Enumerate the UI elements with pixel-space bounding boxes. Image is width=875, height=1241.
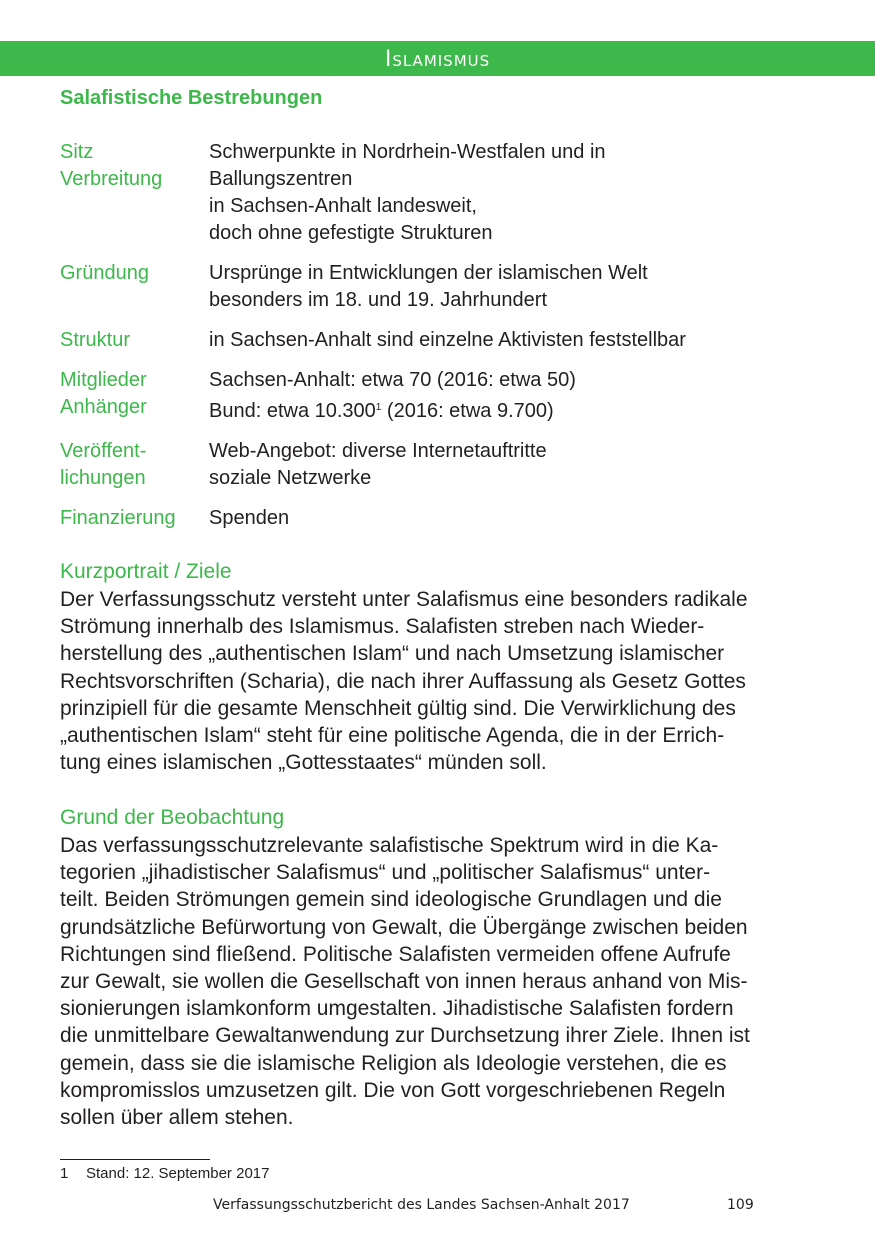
fact-value	[209, 260, 820, 314]
fact-value-line: Ursprünge in Entwicklungen der islamischen Welt	[209, 262, 648, 284]
paragraph-line: herstellung des „authentischen Islam“ und nach Umsetzung islamischer	[60, 642, 725, 666]
footnote-text: Stand: 12. September 2017	[86, 1165, 270, 1182]
paragraph-line: kompromisslos umzusetzen gilt. Die von Gott vorgeschriebenen Regeln	[60, 1078, 726, 1102]
paragraph-line: Der Verfassungsschutz versteht unter Salafismus eine besonders radikale	[60, 588, 748, 611]
footnote-number: 1	[60, 1165, 69, 1182]
chapter-banner: Islamismus	[0, 41, 875, 76]
fact-label	[60, 505, 209, 532]
fact-row-sitz	[60, 139, 820, 247]
fact-value-line: Web-Angebot: diverse Internetauftritte	[209, 440, 547, 462]
paragraph-line: Das verfassungsschutzrelevante salafistische Spektrum wird in die Ka-	[60, 834, 719, 857]
fact-value	[209, 438, 820, 492]
bund-previous-text: (2016: etwa 9.700)	[381, 400, 554, 422]
fact-value	[209, 327, 820, 354]
section-title: Salafistische Bestrebungen	[60, 87, 323, 109]
footnote-divider	[60, 1159, 210, 1160]
fact-row-gruendung	[60, 260, 820, 314]
fact-label	[60, 260, 209, 314]
footnote	[60, 1164, 269, 1184]
kurzportrait-paragraph	[60, 586, 820, 776]
paragraph-line: tung eines islamischen „Gottesstaates“ münden soll.	[60, 751, 547, 775]
paragraph-line: die unmittelbare Gewaltanwendung zur Durchsetzung ihrer Ziele. Ihnen ist	[60, 1024, 750, 1048]
paragraph-line: sollen über allem stehen.	[60, 1106, 294, 1130]
footer-publication: Verfassungsschutzbericht des Landes Sachsen-Anhalt 2017	[213, 1197, 630, 1213]
footnote-reference: 1	[375, 402, 382, 413]
page-number: 109	[727, 1197, 754, 1213]
grund-paragraph	[60, 832, 820, 1131]
paragraph-line: Strömung innerhalb des Islamismus. Salafisten streben nach Wieder-	[60, 615, 705, 639]
fact-value	[209, 367, 820, 425]
paragraph-line: Richtungen sind fließend. Politische Salafisten vermeiden offene Aufrufe	[60, 942, 731, 966]
fact-label	[60, 367, 209, 425]
fact-label-line: Gründung	[60, 262, 149, 284]
paragraph-line: Rechtsvorschriften (Scharia), die nach ihrer Auffassung als Gesetz Gottes	[60, 669, 746, 693]
bund-count-text: Bund: etwa 10.300	[209, 400, 376, 422]
fact-value-line: Sachsen-Anhalt: etwa 70 (2016: etwa 50)	[209, 369, 576, 391]
fact-label	[60, 327, 209, 354]
paragraph-line: „authentischen Islam“ steht für eine politische Agenda, die in der Errich-	[60, 724, 725, 748]
fact-value-line: doch ohne gefestigte Strukturen	[209, 222, 493, 244]
fact-value-line: Spenden	[209, 507, 290, 529]
paragraph-line: sionierungen islamkonform umgestalten. Jihadistische Salafisten fordern	[60, 997, 734, 1021]
fact-value-line: Schwerpunkte in Nordrhein-Westfalen und in	[209, 141, 606, 163]
fact-row-struktur	[60, 327, 820, 354]
fact-value-line-bund	[209, 394, 820, 425]
fact-value	[209, 505, 820, 532]
paragraph-line: grundsätzliche Befürwortung von Gewalt, die Übergänge zwischen beiden	[60, 915, 748, 939]
fact-value-line: in Sachsen-Anhalt landesweit,	[209, 195, 477, 217]
fact-label-line: Veröffent-	[60, 440, 147, 462]
paragraph-line: gemein, dass sie die islamische Religion als Ideologie verstehen, die es	[60, 1051, 727, 1075]
fact-row-veroeffentlichungen	[60, 438, 820, 492]
fact-value-line: in Sachsen-Anhalt sind einzelne Aktivisten feststellbar	[209, 329, 686, 351]
fact-label	[60, 139, 209, 247]
fact-label	[60, 438, 209, 492]
fact-label-line: Verbreitung	[60, 168, 163, 190]
fact-label-line: lichungen	[60, 467, 146, 489]
fact-label-line: Mitglieder	[60, 369, 147, 391]
fact-value	[209, 139, 820, 247]
fact-row-mitglieder	[60, 367, 820, 425]
fact-row-finanzierung	[60, 505, 820, 532]
kurzportrait-heading: Kurzportrait / Ziele	[60, 560, 232, 583]
paragraph-line: teilt. Beiden Strömungen gemein sind ideologische Grundlagen und die	[60, 888, 722, 912]
fact-value-line: soziale Netzwerke	[209, 467, 372, 489]
fact-label-line: Sitz	[60, 141, 94, 163]
paragraph-line: tegorien „jihadistischer Salafismus“ und „politischer Salafismus“ unter-	[60, 861, 711, 885]
fact-label-line: Struktur	[60, 329, 131, 351]
fact-value-line: Ballungszentren	[209, 168, 353, 190]
grund-heading: Grund der Beobachtung	[60, 806, 285, 829]
paragraph-line: prinzipiell für die gesamte Menschheit gültig sind. Die Verwirklichung des	[60, 696, 736, 720]
fact-label-line: Anhänger	[60, 396, 147, 418]
paragraph-line: zur Gewalt, sie wollen die Gesellschaft von innen heraus anhand von Mis-	[60, 970, 748, 994]
fact-value-line: besonders im 18. und 19. Jahrhundert	[209, 289, 547, 311]
fact-table	[60, 139, 820, 545]
fact-label-line: Finanzierung	[60, 507, 176, 529]
